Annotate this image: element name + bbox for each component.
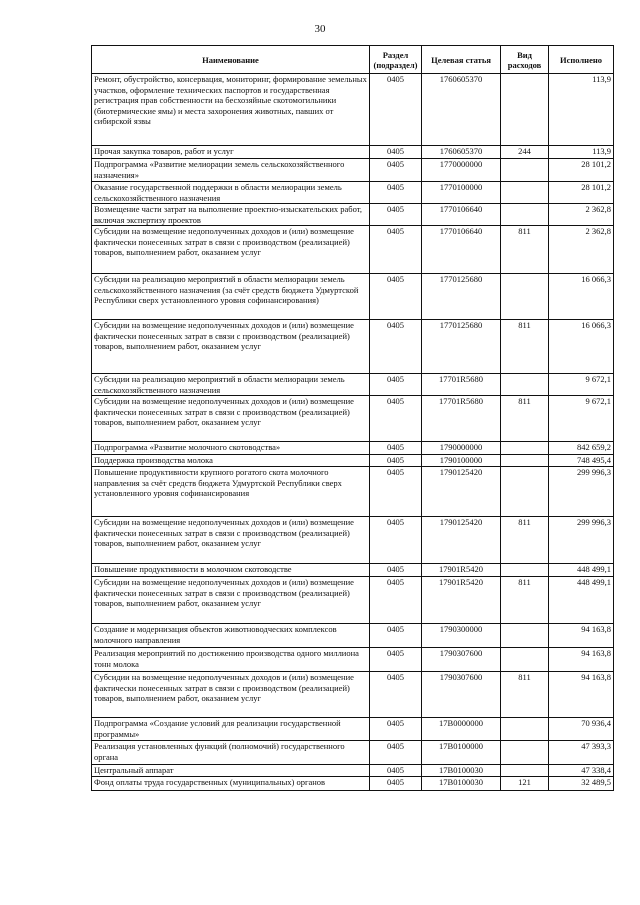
cell-executed: 842 659,2 xyxy=(549,442,614,455)
table-row xyxy=(92,577,614,624)
cell-section: 0405 xyxy=(370,396,422,442)
cell-expense-type xyxy=(501,274,549,320)
table-row xyxy=(92,517,614,564)
table-row xyxy=(92,624,614,648)
cell-name: Ремонт, обустройство, консервация, мониторинг, формирование земельных участков, оформление технических паспортов и государственная регистрация прав собственности на бесхозяйные скотомогильники (биотермические ямы) и места захоронения животных, павших от сибирской язвы xyxy=(92,74,370,146)
cell-target-article: 1770125680 xyxy=(422,274,501,320)
cell-expense-type: 244 xyxy=(501,146,549,159)
table-body xyxy=(92,74,614,791)
cell-name: Возмещение части затрат на выполнение проектно-изыскательских работ, включая экспертизу проектов xyxy=(92,204,370,226)
cell-target-article: 1790125420 xyxy=(422,517,501,564)
cell-name: Центральный аппарат xyxy=(92,765,370,777)
cell-name: Создание и модернизация объектов животноводческих комплексов молочного направления xyxy=(92,624,370,648)
cell-expense-type xyxy=(501,442,549,455)
cell-executed: 70 936,4 xyxy=(549,718,614,741)
cell-executed: 299 996,3 xyxy=(549,467,614,517)
cell-executed: 47 393,3 xyxy=(549,741,614,765)
cell-target-article: 17B0100030 xyxy=(422,777,501,791)
cell-section: 0405 xyxy=(370,777,422,791)
cell-target-article: 17901R5420 xyxy=(422,577,501,624)
cell-executed: 16 066,3 xyxy=(549,274,614,320)
header-expense-type: Вид расходов xyxy=(501,46,549,74)
cell-name: Субсидии на возмещение недополученных доходов и (или) возмещение фактически понесенных затрат в связи с производством (реализацией) товаров, выполнением работ, оказанием услуг xyxy=(92,672,370,718)
cell-executed: 2 362,8 xyxy=(549,204,614,226)
cell-expense-type xyxy=(501,564,549,577)
table-row xyxy=(92,648,614,672)
table-row xyxy=(92,777,614,791)
cell-executed: 748 495,4 xyxy=(549,455,614,467)
cell-target-article: 17901R5420 xyxy=(422,564,501,577)
cell-expense-type xyxy=(501,455,549,467)
table-row xyxy=(92,374,614,396)
cell-section: 0405 xyxy=(370,320,422,374)
cell-target-article: 17701R5680 xyxy=(422,396,501,442)
cell-name: Повышение продуктивности крупного рогатого скота молочного направления за счёт средств бюджета Удмуртской Республики сверх установленного уровня софинансирования xyxy=(92,467,370,517)
table-row xyxy=(92,274,614,320)
cell-target-article: 1760605370 xyxy=(422,74,501,146)
cell-target-article: 17B0000000 xyxy=(422,718,501,741)
cell-expense-type: 811 xyxy=(501,577,549,624)
cell-executed: 299 996,3 xyxy=(549,517,614,564)
table-row xyxy=(92,765,614,777)
cell-expense-type xyxy=(501,741,549,765)
table-row xyxy=(92,320,614,374)
cell-section: 0405 xyxy=(370,455,422,467)
cell-section: 0405 xyxy=(370,274,422,320)
cell-name: Субсидии на возмещение недополученных доходов и (или) возмещение фактически понесенных затрат в связи с производством (реализацией) товаров, выполнением работ, оказанием услуг xyxy=(92,577,370,624)
cell-section: 0405 xyxy=(370,648,422,672)
cell-executed: 9 672,1 xyxy=(549,374,614,396)
cell-section: 0405 xyxy=(370,624,422,648)
cell-section: 0405 xyxy=(370,718,422,741)
cell-target-article: 17701R5680 xyxy=(422,374,501,396)
cell-expense-type xyxy=(501,74,549,146)
cell-executed: 113,9 xyxy=(549,74,614,146)
table-row xyxy=(92,741,614,765)
cell-name: Фонд оплаты труда государственных (муниципальных) органов xyxy=(92,777,370,791)
table-row xyxy=(92,204,614,226)
table-row xyxy=(92,159,614,182)
table-row xyxy=(92,718,614,741)
header-name: Наименование xyxy=(92,46,370,74)
cell-expense-type xyxy=(501,765,549,777)
cell-name: Субсидии на реализацию мероприятий в области мелиорации земель сельскохозяйственного назначения (за счёт средств бюджета Удмуртской Республики сверх установленного уровня софинансирования) xyxy=(92,274,370,320)
cell-expense-type: 811 xyxy=(501,226,549,274)
cell-target-article: 1790307600 xyxy=(422,648,501,672)
cell-executed: 9 672,1 xyxy=(549,396,614,442)
cell-name: Реализация установленных функций (полномочий) государственного органа xyxy=(92,741,370,765)
cell-executed: 28 101,2 xyxy=(549,159,614,182)
table-row xyxy=(92,74,614,146)
table-row xyxy=(92,467,614,517)
cell-executed: 448 499,1 xyxy=(549,564,614,577)
cell-expense-type xyxy=(501,374,549,396)
cell-section: 0405 xyxy=(370,672,422,718)
cell-executed: 448 499,1 xyxy=(549,577,614,624)
cell-expense-type: 811 xyxy=(501,396,549,442)
cell-target-article: 1770106640 xyxy=(422,226,501,274)
cell-section: 0405 xyxy=(370,182,422,204)
cell-target-article: 1790000000 xyxy=(422,442,501,455)
cell-expense-type xyxy=(501,718,549,741)
cell-section: 0405 xyxy=(370,74,422,146)
cell-target-article: 1790300000 xyxy=(422,624,501,648)
cell-name: Субсидии на возмещение недополученных доходов и (или) возмещение фактически понесенных затрат в связи с производством (реализацией) товаров, выполнением работ, оказанием услуг xyxy=(92,517,370,564)
cell-name: Субсидии на реализацию мероприятий в области мелиорации земель сельскохозяйственного назначения xyxy=(92,374,370,396)
cell-target-article: 1790100000 xyxy=(422,455,501,467)
cell-executed: 113,9 xyxy=(549,146,614,159)
cell-name: Поддержка производства молока xyxy=(92,455,370,467)
cell-name: Субсидии на возмещение недополученных доходов и (или) возмещение фактически понесенных затрат в связи с производством (реализацией) товаров, выполнением работ, оказанием услуг xyxy=(92,396,370,442)
cell-target-article: 17B0100030 xyxy=(422,765,501,777)
table-row xyxy=(92,396,614,442)
cell-section: 0405 xyxy=(370,467,422,517)
cell-section: 0405 xyxy=(370,159,422,182)
cell-target-article: 17B0100000 xyxy=(422,741,501,765)
table-row xyxy=(92,182,614,204)
table-row xyxy=(92,455,614,467)
cell-name: Реализация мероприятий по достижению производства одного миллиона тонн молока xyxy=(92,648,370,672)
cell-expense-type xyxy=(501,159,549,182)
cell-target-article: 1790125420 xyxy=(422,467,501,517)
cell-name: Оказание государственной поддержки в области мелиорации земель сельскохозяйственного назначения xyxy=(92,182,370,204)
cell-name: Подпрограмма «Развитие молочного скотоводства» xyxy=(92,442,370,455)
cell-section: 0405 xyxy=(370,741,422,765)
cell-section: 0405 xyxy=(370,374,422,396)
page-number: 30 xyxy=(314,23,326,35)
cell-expense-type xyxy=(501,182,549,204)
cell-name: Подпрограмма «Создание условий для реализации государственной программы» xyxy=(92,718,370,741)
header-target: Целевая статья xyxy=(422,46,501,74)
cell-section: 0405 xyxy=(370,146,422,159)
cell-executed: 16 066,3 xyxy=(549,320,614,374)
cell-section: 0405 xyxy=(370,517,422,564)
cell-name: Повышение продуктивности в молочном скотоводстве xyxy=(92,564,370,577)
cell-section: 0405 xyxy=(370,564,422,577)
cell-executed: 32 489,5 xyxy=(549,777,614,791)
header-executed: Исполнено xyxy=(549,46,614,74)
table-row xyxy=(92,672,614,718)
cell-executed: 2 362,8 xyxy=(549,226,614,274)
cell-expense-type: 811 xyxy=(501,672,549,718)
cell-expense-type xyxy=(501,204,549,226)
cell-target-article: 1760605370 xyxy=(422,146,501,159)
cell-executed: 94 163,8 xyxy=(549,648,614,672)
cell-section: 0405 xyxy=(370,577,422,624)
cell-section: 0405 xyxy=(370,204,422,226)
cell-section: 0405 xyxy=(370,226,422,274)
cell-target-article: 1770106640 xyxy=(422,204,501,226)
cell-target-article: 1790307600 xyxy=(422,672,501,718)
budget-execution-table xyxy=(91,45,614,791)
cell-name: Подпрограмма «Развитие мелиорации земель сельскохозяйственного назначения» xyxy=(92,159,370,182)
cell-target-article: 1770100000 xyxy=(422,182,501,204)
cell-name: Прочая закупка товаров, работ и услуг xyxy=(92,146,370,159)
header-section: Раздел (подраздел) xyxy=(370,46,422,74)
cell-target-article: 1770000000 xyxy=(422,159,501,182)
cell-target-article: 1770125680 xyxy=(422,320,501,374)
table-row xyxy=(92,564,614,577)
cell-executed: 94 163,8 xyxy=(549,624,614,648)
cell-name: Субсидии на возмещение недополученных доходов и (или) возмещение фактически понесенных затрат в связи с производством (реализацией) товаров, выполнением работ, оказанием услуг xyxy=(92,320,370,374)
cell-executed: 47 338,4 xyxy=(549,765,614,777)
cell-expense-type xyxy=(501,467,549,517)
table-row xyxy=(92,146,614,159)
cell-expense-type: 121 xyxy=(501,777,549,791)
cell-expense-type xyxy=(501,624,549,648)
cell-section: 0405 xyxy=(370,765,422,777)
cell-executed: 28 101,2 xyxy=(549,182,614,204)
cell-expense-type xyxy=(501,648,549,672)
table-header-row xyxy=(92,46,614,74)
cell-expense-type: 811 xyxy=(501,517,549,564)
table-row xyxy=(92,442,614,455)
cell-section: 0405 xyxy=(370,442,422,455)
cell-expense-type: 811 xyxy=(501,320,549,374)
table-row xyxy=(92,226,614,274)
cell-name: Субсидии на возмещение недополученных доходов и (или) возмещение фактически понесенных затрат в связи с производством (реализацией) товаров, выполнением работ, оказанием услуг xyxy=(92,226,370,274)
cell-executed: 94 163,8 xyxy=(549,672,614,718)
